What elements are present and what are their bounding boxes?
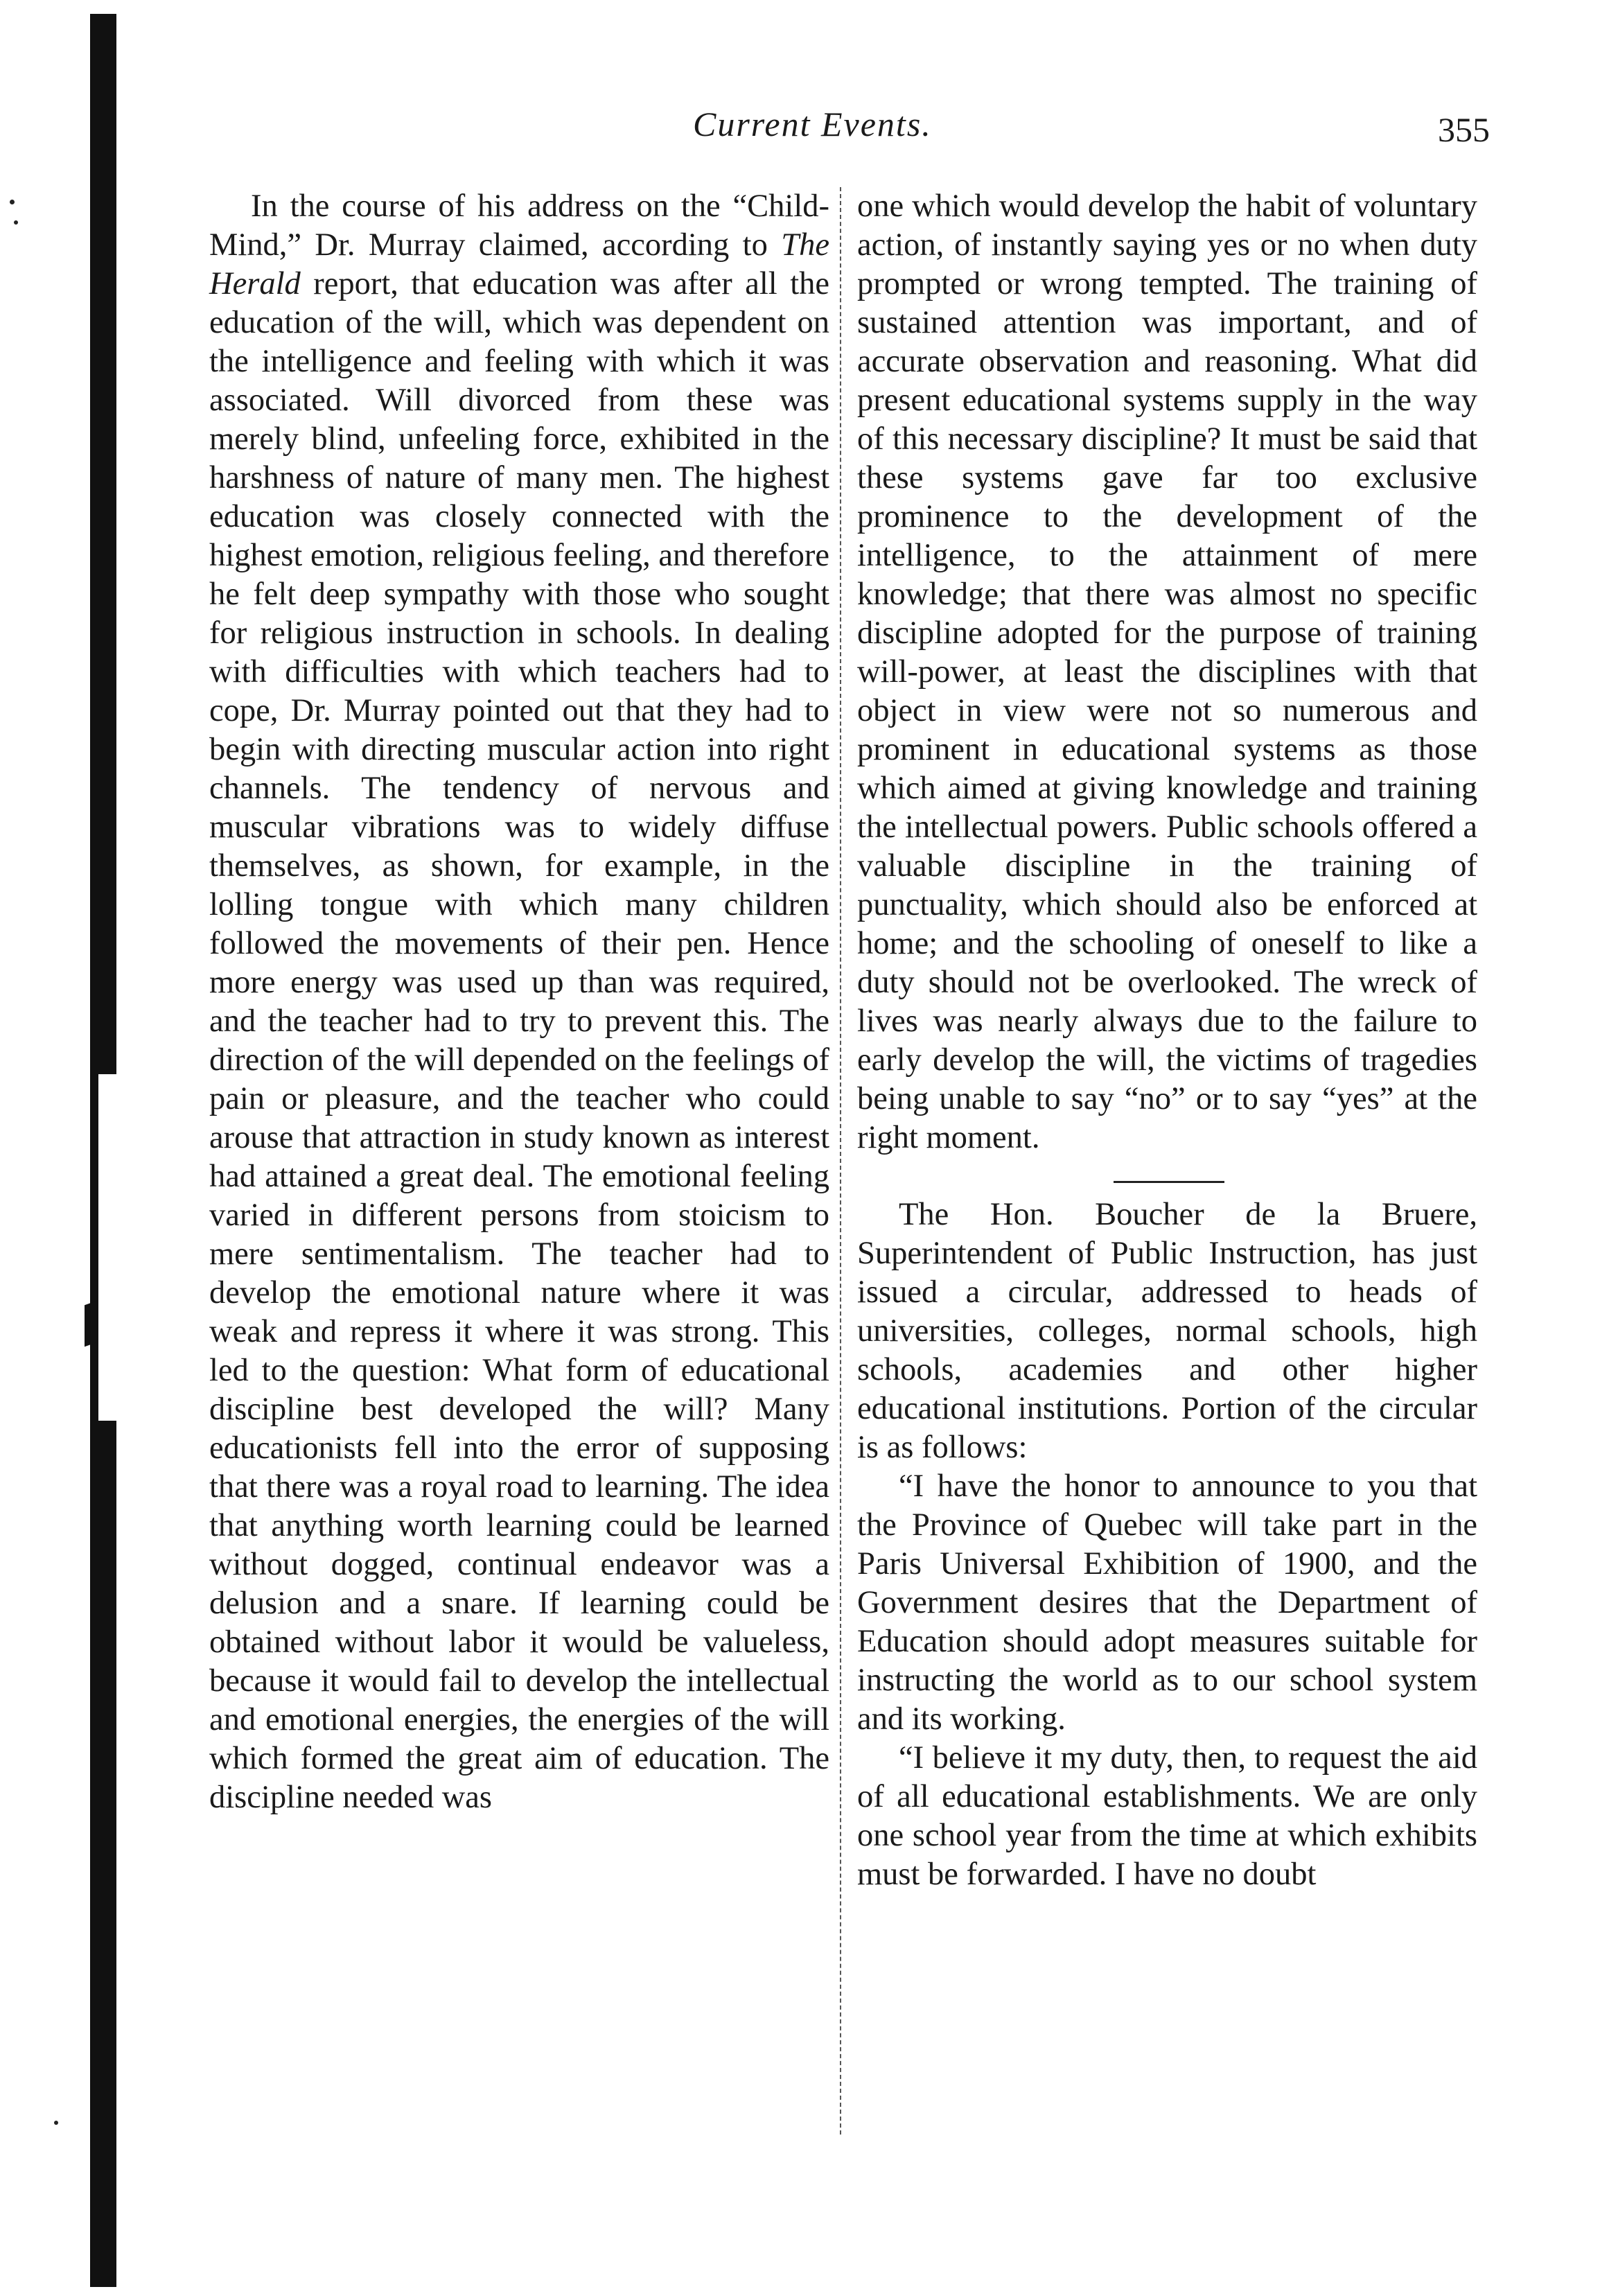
scan-speck [14, 220, 18, 225]
right-column [857, 187, 1477, 1894]
newspaper-title: The Herald [209, 227, 829, 301]
running-title: Current Events. [693, 105, 932, 143]
paragraph [209, 187, 829, 1817]
scan-speck [10, 200, 15, 204]
left-column [209, 187, 829, 1817]
paragraph: “I have the honor to announce to you that the Province of Quebec will take part in the Paris Universal Exhibition of 1900, and the Government desires that the Department of Education should adopt measures suitable for instructing the world as to our school system and its working. [857, 1469, 1477, 1737]
section-separator [1114, 1181, 1224, 1183]
page-number: 355 [1438, 110, 1490, 149]
page-binding-edge-gap [90, 1074, 116, 1421]
page-header [208, 104, 1490, 159]
paragraph-text: In the course of his address on the “Child-Mind,” Dr. Murray claimed, according to [209, 189, 829, 263]
paragraph: The Hon. Boucher de la Bruere, Superintendent of Public Instruction, has just issued a circular, addressed to heads of universities, colleges, normal schools, high schools, academies and other higher educational institutions. Portion of the circular is as follows: [857, 1197, 1477, 1465]
column-divider [840, 187, 841, 2135]
page-binding-notch [85, 1301, 97, 1347]
paragraph-text: report, that education was after all the education of the will, which was dependent on the intelligence and feeling with which it was associated. Will divorced from these was merely blind, unfeeling force, exhibited in the harshness of nature of many men. The highest education was closely connected with the highest emotion, religious feeling, and therefore he felt deep sympathy with those who sought for religious instruction in schools. In dealing with difficulties with which teachers had to cope, Dr. Murray pointed out that they had to begin with directing muscular action into right channels. The tendency of nervous and muscular vibrations was to widely diffuse themselves, as shown, for example, in the lolling tongue with which many children followed the movements of their pen. Hence more energy was used up than was required, and the teacher had to try to prevent this. The direction of the will depended on the feelings of pain or pleasure, and the teacher who could arouse that attraction in study known as interest had attained a great deal. The emotional feeling varied in different persons from stoicism to mere sentimentalism. The teacher had to develop the emotional nature where it was weak and repress it where it was strong. This led to the question: What form of educational discipline best developed the will? Many educationists fell into the error of supposing that there was a royal road to learning. The idea that anything worth learning could be learned without dogged, continual endeavor was a delusion and a snare. If learning could be obtained without labor it would be valueless, because it would fail to develop the intellectual and emotional energies, the energies of the will which formed the great aim of education. The discipline needed was [209, 266, 829, 1815]
scan-speck [54, 2121, 58, 2125]
paragraph: one which would develop the habit of voluntary action, of instantly saying yes or no when duty prompted or wrong tempted. The training of sustained attention was important, and of accurate observation and reasoning. What did present educational systems supply in the way of this necessary discipline? It must be said that these systems gave far too exclusive prominence to the development of the intelligence, to the attainment of mere knowledge; that there was almost no specific discipline adopted for the purpose of training will-power, at least the disciplines with that object in view were not so numerous and prominent in educational systems as those which aimed at giving knowledge and training the intellectual powers. Public schools offered a valuable discipline in the training of punctuality, which should also be enforced at home; and the schooling of oneself to like a duty should not be overlooked. The wreck of lives was nearly always due to the failure to early develop the will, the victims of tragedies being unable to say “no” or to say “yes” at the right moment. [857, 189, 1477, 1155]
paragraph: “I believe it my duty, then, to request the aid of all educational establishments. We are only one school year from the time at which exhibits must be forwarded. I have no doubt [857, 1740, 1477, 1892]
